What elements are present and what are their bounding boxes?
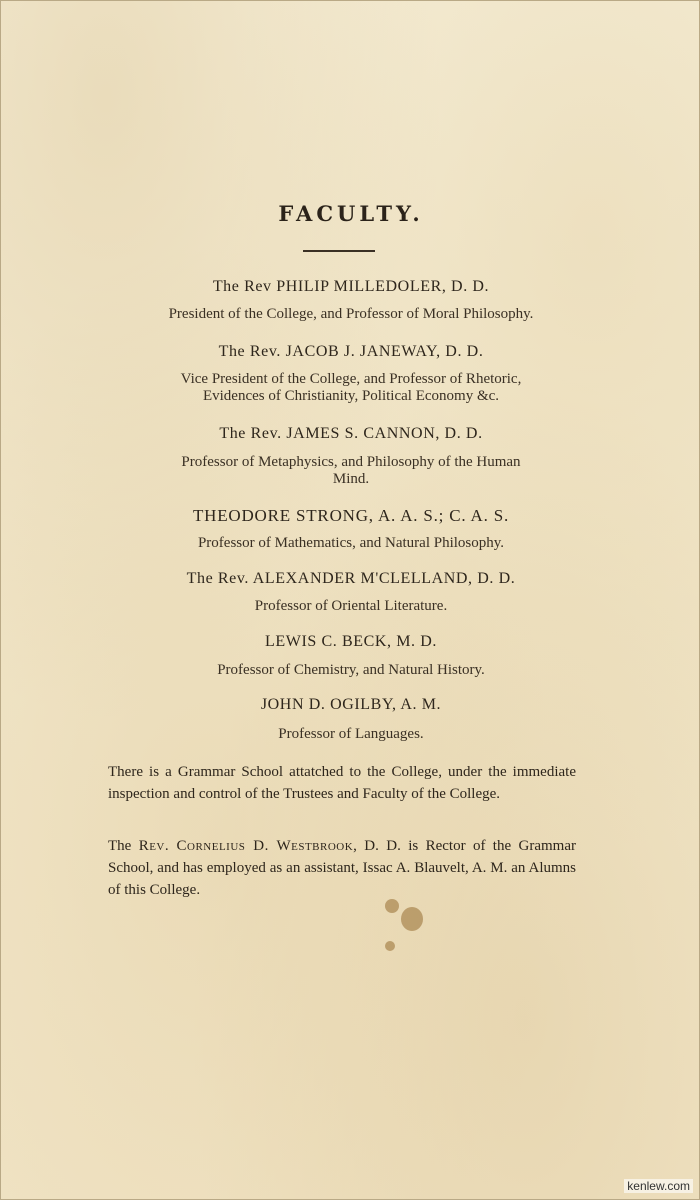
rector-title: Rev. (138, 838, 170, 854)
stain-mark (385, 941, 395, 951)
faculty-role-line: Mind. (332, 471, 370, 487)
rector-name: Cornelius D. Westbrook (176, 838, 354, 854)
faculty-name: The Rev. ALEXANDER M'CLELLAND, D. D. (186, 570, 516, 587)
faculty-role: President of the College, and Professor of Moral Philosophy. (168, 306, 534, 322)
page-title: FACULTY. (278, 201, 424, 226)
rector-paragraph (108, 835, 576, 901)
faculty-role: Professor of Languages. (278, 726, 424, 742)
faculty-role: Professor of Mathematics, and Natural Philosophy. (197, 535, 505, 551)
faculty-role: Professor of Oriental Literature. (254, 598, 448, 614)
faculty-name: LEWIS C. BECK, M. D. (265, 633, 437, 650)
faculty-name: THEODORE STRONG, A. A. S.; C. A. S. (192, 506, 510, 525)
watermark-footer: kenlew.com (624, 1179, 693, 1193)
stain-mark (385, 899, 399, 913)
faculty-name: JOHN D. OGILBY, A. M. (260, 696, 442, 713)
faculty-role-line: Professor of Metaphysics, and Philosophy of the Human (181, 454, 521, 470)
grammar-school-paragraph: There is a Grammar School attatched to the College, under the immediate inspection and control of the Trustees and Faculty of the College. (108, 764, 576, 802)
faculty-role-line: Evidences of Christianity, Political Economy &c. (202, 388, 500, 404)
rector-rest: , D. D. is Rector of the Grammar School, and has employed as an assistant, Issac A. Blauvelt, A. M. an Alumns of this College. (108, 838, 576, 898)
rector-prefix: The (108, 838, 132, 854)
faculty-name: The Rev PHILIP MILLEDOLER, D. D. (212, 278, 490, 295)
faculty-name: The Rev. JAMES S. CANNON, D. D. (219, 425, 483, 442)
stain-mark (401, 907, 423, 931)
faculty-role-line: Vice President of the College, and Professor of Rhetoric, (180, 371, 522, 387)
title-rule (303, 250, 375, 252)
faculty-name: The Rev. JACOB J. JANEWAY, D. D. (218, 343, 484, 360)
faculty-role: Professor of Chemistry, and Natural History. (217, 662, 485, 678)
